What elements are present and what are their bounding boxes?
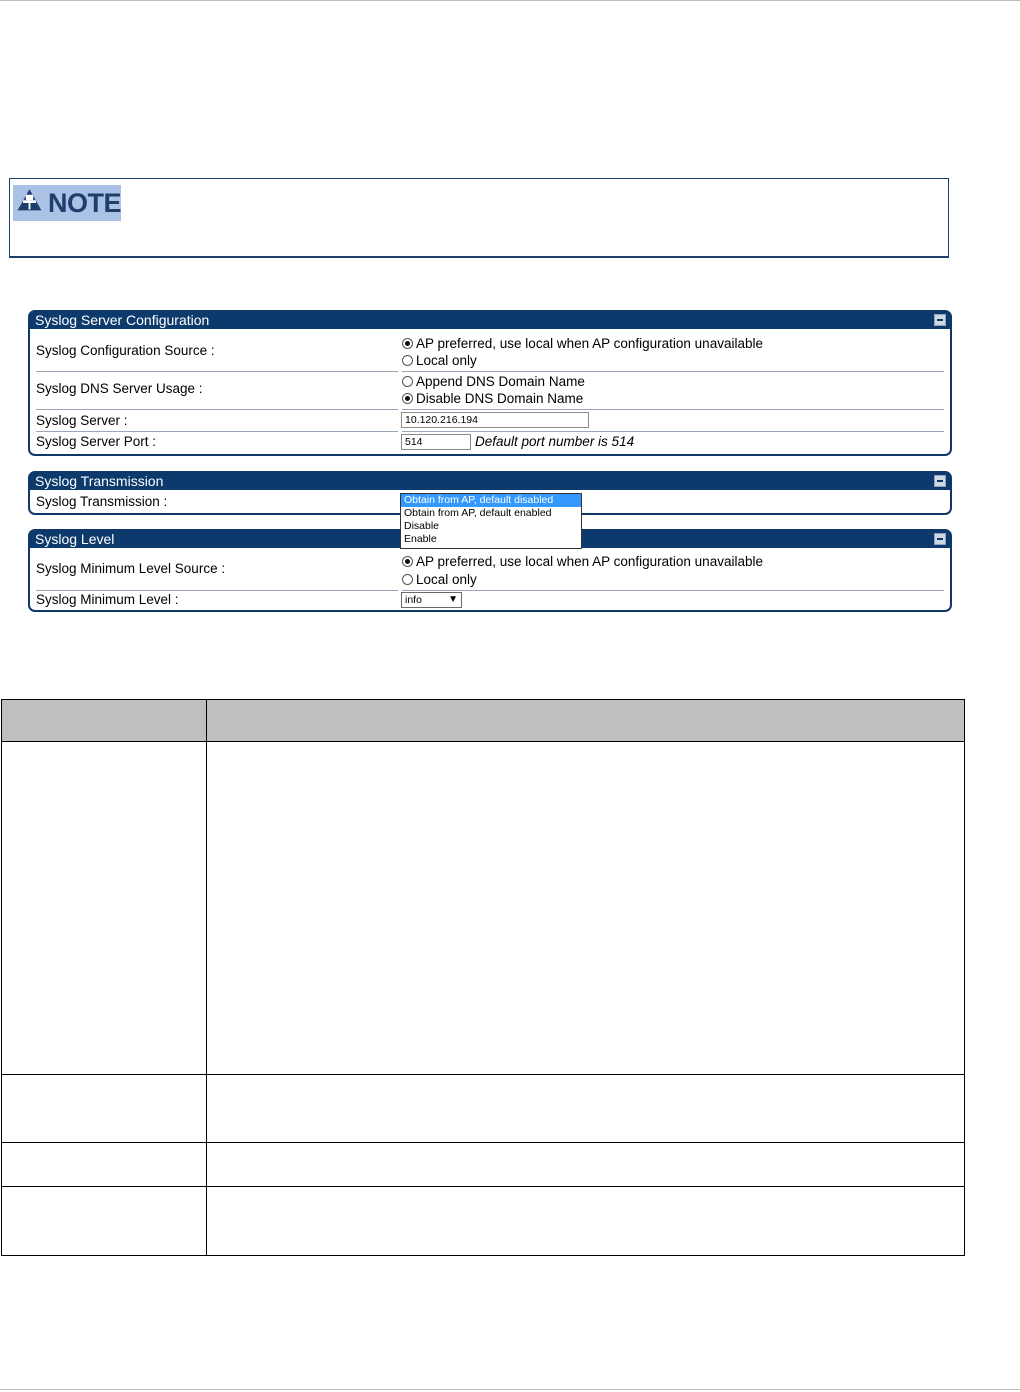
- min-level-source-option-ap[interactable]: AP preferred, use local when AP configuration unavailable: [402, 554, 763, 569]
- min-level-label: Syslog Minimum Level :: [36, 592, 179, 607]
- config-source-option-local[interactable]: Local only: [402, 353, 477, 368]
- note-badge: [13, 185, 121, 221]
- syslog-port-input[interactable]: 514: [401, 434, 471, 450]
- min-level-source-option-local[interactable]: Local only: [402, 572, 477, 587]
- table-row-divider: [2, 1142, 964, 1143]
- note-label: NOTE: [47, 187, 121, 218]
- row-divider: [402, 431, 944, 432]
- port-label: Syslog Server Port :: [36, 434, 157, 449]
- panel-header: [30, 312, 950, 329]
- radio-icon[interactable]: [402, 355, 413, 366]
- table-row-divider: [2, 1074, 964, 1075]
- syslog-server-input[interactable]: 10.120.216.194: [401, 412, 589, 428]
- minimize-icon[interactable]: [934, 475, 946, 487]
- min-level-source-label: Syslog Minimum Level Source :: [36, 561, 226, 576]
- dropdown-option[interactable]: Enable: [404, 533, 437, 545]
- config-source-option-ap[interactable]: AP preferred, use local when AP configuration unavailable: [402, 336, 763, 351]
- parameter-table: [1, 699, 965, 1256]
- min-level-select[interactable]: info ▼: [401, 592, 462, 608]
- panel-header: [30, 473, 950, 490]
- radio-icon[interactable]: [402, 574, 413, 585]
- row-divider: [36, 590, 398, 591]
- page-bottom-rule: [0, 1389, 1020, 1390]
- transmission-dropdown-list[interactable]: [400, 493, 582, 549]
- dropdown-option[interactable]: Disable: [404, 520, 440, 532]
- row-divider: [36, 409, 398, 410]
- table-header-row: [2, 700, 964, 742]
- column-divider: [206, 700, 207, 1255]
- row-divider: [402, 371, 944, 372]
- table-row-divider: [2, 1186, 964, 1187]
- port-hint: Default port number is 514: [475, 434, 635, 449]
- radio-icon[interactable]: [402, 376, 413, 387]
- row-divider: [36, 371, 398, 372]
- dropdown-option[interactable]: Obtain from AP, default enabled: [404, 507, 552, 519]
- dns-option-append[interactable]: Append DNS Domain Name: [402, 374, 585, 389]
- row-divider: [36, 431, 398, 432]
- chevron-down-icon: ▼: [448, 594, 458, 605]
- transmission-label: Syslog Transmission :: [36, 494, 168, 509]
- pushpin-icon: [13, 185, 46, 221]
- page-top-rule: [0, 0, 1020, 1]
- dns-usage-label: Syslog DNS Server Usage :: [36, 381, 203, 396]
- minimize-icon[interactable]: [934, 533, 946, 545]
- note-box: [9, 178, 949, 258]
- row-divider: [402, 409, 944, 410]
- panel-title: Syslog Level: [35, 531, 115, 547]
- panel-title: Syslog Server Configuration: [35, 312, 210, 328]
- panel-title: Syslog Transmission: [35, 473, 164, 489]
- server-label: Syslog Server :: [36, 413, 128, 428]
- syslog-server-configuration-panel: [28, 310, 952, 456]
- dns-option-disable[interactable]: Disable DNS Domain Name: [402, 391, 583, 406]
- radio-icon[interactable]: [402, 338, 413, 349]
- dropdown-option[interactable]: Obtain from AP, default disabled: [401, 494, 581, 507]
- row-divider: [402, 590, 944, 591]
- radio-icon[interactable]: [402, 556, 413, 567]
- minimize-icon[interactable]: [934, 314, 946, 326]
- radio-icon[interactable]: [402, 393, 413, 404]
- config-source-label: Syslog Configuration Source :: [36, 343, 215, 358]
